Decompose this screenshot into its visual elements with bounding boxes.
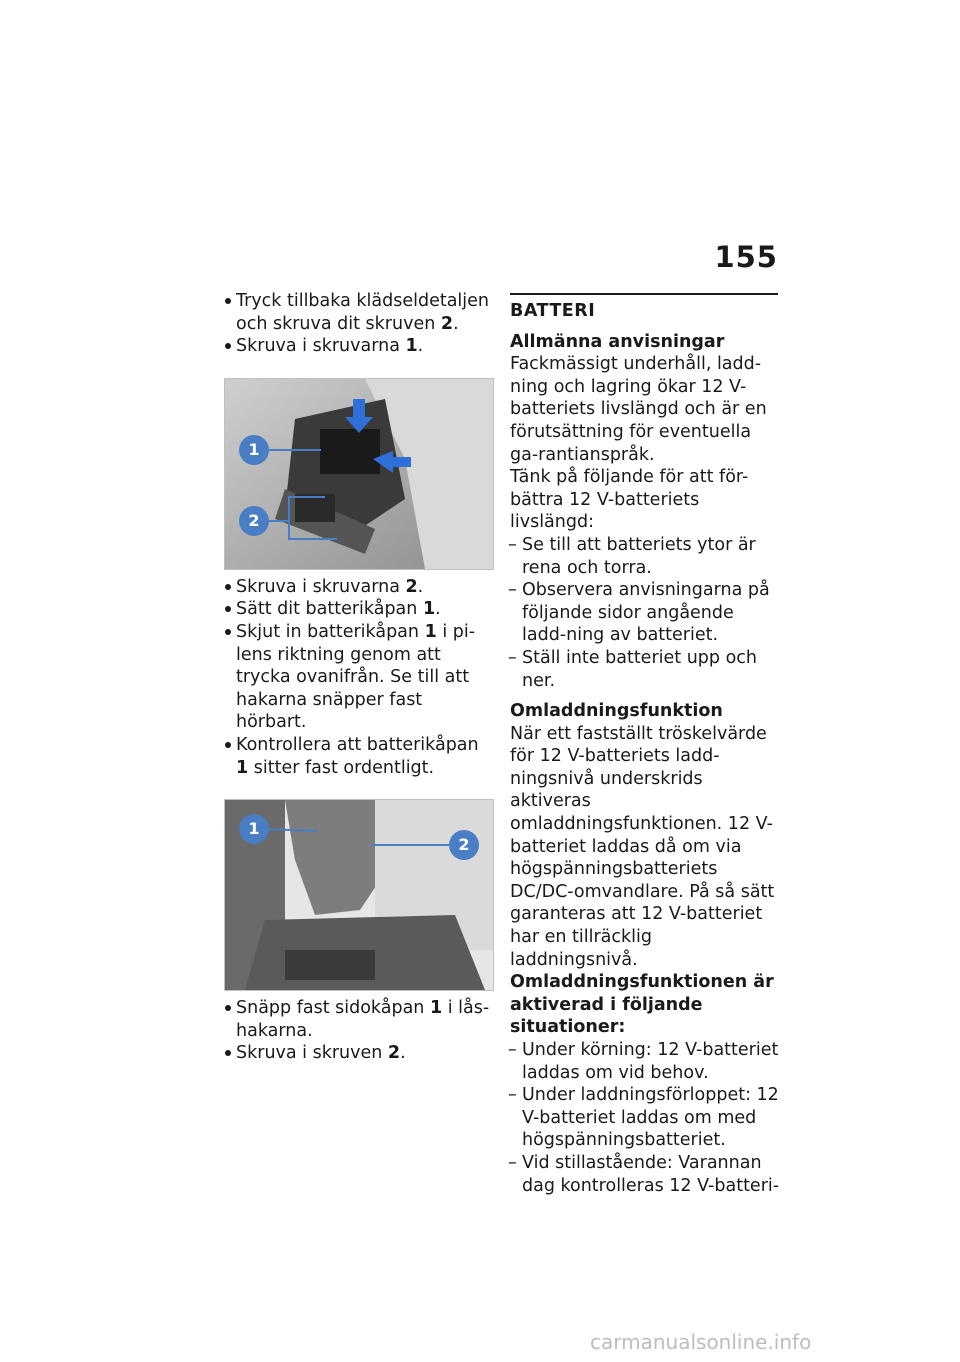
list-item: – Under körning: 12 V-batteriet laddas om vid behov.: [510, 1039, 780, 1084]
list-item: – Observera anvisningarna på följande sidor angående ladd-ning av batteriet.: [510, 579, 780, 647]
callout-2: 2: [239, 506, 269, 536]
watermark: carmanualsonline.info: [590, 1330, 812, 1354]
list-item: Skruva i skruven 2.: [224, 1042, 494, 1065]
right-column: [510, 293, 780, 1197]
callout-1: 1: [239, 435, 269, 465]
section-divider: [510, 293, 778, 295]
section-title: BATTERI: [510, 301, 596, 321]
instruction-list-2: [224, 576, 494, 779]
instruction-list-3: [224, 997, 494, 1065]
subheading-recharge-situations: Omladdningsfunktionen är aktiverad i följande situationer:: [510, 972, 774, 1038]
list-item: Kontrollera att batterikåpan 1 sitter fast ordentligt.: [224, 734, 494, 779]
list-item: – Under laddningsförloppet: 12 V-batteriet laddas om med högspänningsbatteriet.: [510, 1084, 780, 1152]
figure-1-illustration: [225, 379, 493, 569]
list-item: Skjut in batterikåpan 1 i pi-lens riktning genom att trycka ovanifrån. Se till att hakarna snäpper fast hörbart.: [224, 621, 494, 734]
paragraph: Tänk på följande för att för-bättra 12 V-batteriets livslängd:: [510, 467, 749, 533]
instruction-list-1: [224, 290, 494, 358]
callout-2: 2: [449, 830, 479, 860]
paragraph: När ett fastställt tröskelvärde för 12 V-batteriets ladd-ningsnivå underskrids aktiveras omladdningsfunktionen. 12 V-batteriet laddas då om via högspänningsbatteriets DC/DC-omvandlare. På så sätt garanteras att 12 V-batteriet har en tillräcklig laddningsnivå.: [510, 723, 775, 970]
list-item: Sätt dit batterikåpan 1.: [224, 598, 494, 621]
list-item: – Ställ inte batteriet upp och ner.: [510, 647, 780, 692]
figure-battery-cover-screws: [224, 378, 494, 570]
callout-1: 1: [239, 814, 269, 844]
list-item: Snäpp fast sidokåpan 1 i lås-hakarna.: [224, 997, 494, 1042]
list-item: Skruva i skruvarna 2.: [224, 576, 494, 599]
heading-general: Allmänna anvisningar: [510, 331, 725, 352]
heading-recharge: Omladdningsfunktion: [510, 701, 723, 722]
list-item: – Vid stillastående: Varannan dag kontrolleras 12 V-batteri-: [510, 1152, 780, 1197]
list-item: – Se till att batteriets ytor är rena och torra.: [510, 534, 780, 579]
page-number: 155: [714, 240, 778, 274]
left-column: [224, 290, 494, 1065]
figure-side-cover: [224, 799, 494, 991]
list-item: Skruva i skruvarna 1.: [224, 335, 494, 358]
list-item: Tryck tillbaka klädseldetaljen och skruva dit skruven 2.: [224, 290, 494, 335]
paragraph: Fackmässigt underhåll, ladd-ning och lagring ökar 12 V-batteriets livslängd och är en förutsättning för eventuella ga-rantianspråk.: [510, 354, 767, 465]
